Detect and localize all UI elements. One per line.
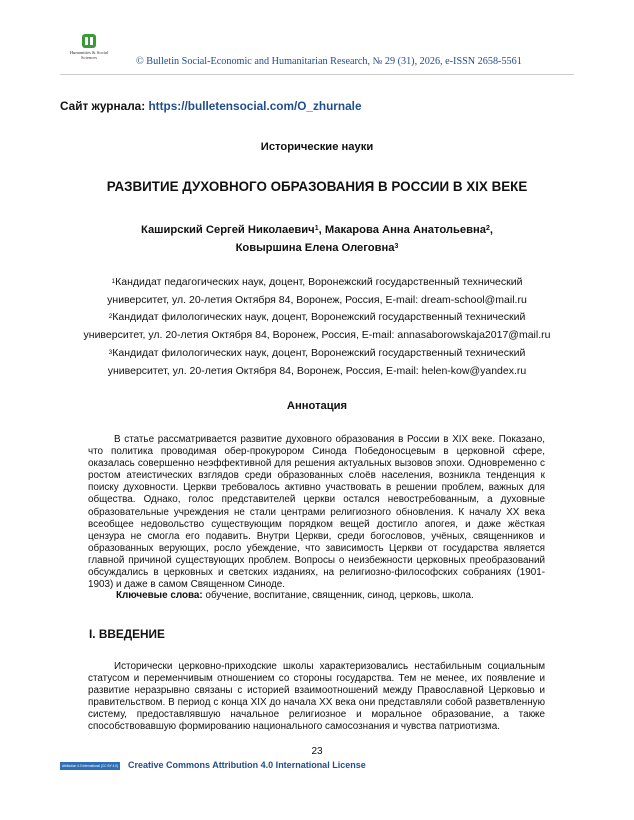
author-name: Макарова Анна Анатольевна [324, 224, 486, 236]
author-separator: , [489, 224, 493, 236]
annotation-heading: Аннотация [286, 400, 348, 412]
logo-icon [82, 34, 96, 48]
author-affiliation-mark: 1 [314, 225, 319, 232]
header-divider [60, 74, 574, 75]
affiliation-mark: 1 [111, 278, 116, 285]
page-number: 23 [311, 746, 323, 757]
keywords-value: обучение, воспитание, священник, синод, церковь, школа. [202, 590, 474, 601]
site-label: Сайт журнала: [60, 99, 149, 113]
author-name: Ковыршина Елена Олеговна [235, 242, 395, 254]
affiliation-line: Кандидат педагогических наук, доцент, Воронежский государственный технический [115, 276, 523, 288]
affiliation-mark: 3 [108, 348, 113, 356]
journal-logo [68, 34, 110, 60]
license-link[interactable]: Creative Commons Attribution 4.0 International License [128, 760, 366, 770]
cc-badge-text: Attribution 4.0 International (CC BY 4.0) [61, 764, 119, 768]
logo-text: Humanities & Social Sciences [69, 50, 109, 60]
introduction-paragraph: Исторически церковно-приходские школы характеризовались нестабильным социальным статусом и переменчивым отношением со стороны государства. Тем не менее, их появление и развитие неразрывно связаны с историей взаимоотношений между Православной Церковью и правительством. В период с конца XIX до начала XX века они представляли собой разветвленную систему, предоставлявшую начальное религиозное и моральное образование, а также способствовавшую формированию национального самосознания и чувства патриотизма. [88, 661, 545, 733]
journal-citation: © Bulletin Social-Economic and Humanitarian Research, № 29 (31), 2026, e-ISSN 2658-5561 [136, 56, 522, 67]
cc-license-badge[interactable] [60, 762, 120, 770]
article-title: РАЗВИТИЕ ДУХОВНОГО ОБРАЗОВАНИЯ В РОССИИ В XIX ВЕКЕ [106, 179, 528, 194]
author-affiliation-mark: 3 [394, 243, 399, 250]
affiliation-list [60, 274, 574, 380]
affiliation-line: университет, ул. 20-летия Октября 84, Воронеж, Россия, E-mail: helen-kow@yandex.ru [107, 364, 527, 377]
site-link[interactable]: https://bulletensocial.com/O_zhurnale [148, 99, 362, 113]
affiliation-line: Кандидат филологических наук, доцент, Воронежский государственный технический [112, 311, 526, 324]
section-heading: Исторические науки [260, 141, 374, 153]
journal-header [0, 30, 634, 74]
author-separator: , [318, 224, 325, 236]
affiliation-line: Кандидат филологических наук, доцент, Воронежский государственный технический [112, 346, 526, 359]
journal-site-line [60, 99, 362, 113]
keywords-line [116, 590, 474, 601]
introduction-heading: I. ВВЕДЕНИЕ [89, 627, 165, 641]
author-name: Каширский Сергей Николаевич [141, 224, 315, 236]
keywords-label: Ключевые слова: [116, 590, 203, 601]
affiliation-mark: 2 [108, 313, 113, 321]
affiliation-item [60, 309, 574, 327]
affiliation-line: университет, ул. 20-летия Октября 84, Воронеж, Россия, E-mail: dream-school@mail.ru [107, 293, 527, 306]
author-affiliation-mark: 2 [485, 225, 490, 232]
affiliation-item [60, 345, 574, 363]
abstract-paragraph: В статье рассматривается развитие духовного образования в России в XIX веке. Показано, что политика проводимая обер-прокурором Синода Победоносцевым в церковной сфере, оказалась совершенно неэффективной для решения актуальных вызовов эпохи. Одновременно с ростом атеистических взглядов среди образованных слоёв населения, возникла тенденция к поиску духовности. Церкви требовалось активно участвовать в решении проблем, важных для общества. Однако, голос представителей церкви остался невостребованным, а духовные образовательные учреждения не стали центрами религиозного обновления. К началу XX века всеобщее недовольство существующим порядком вещей достигло апогея, и даже жёсткая цензура не смогла его подавить. Внутри Церкви, среди богословов, учёных, священников и образованных верующих, росло убеждение, что зависимость Церкви от государства является главной причиной существующих проблем. Вопросы о неизбежности церковных преобразований обсуждались в церковных и светских изданиях, на религиозно-философских собраниях (1901-1903) и даже в самом Священном Синоде. [88, 434, 545, 591]
author-list [60, 221, 574, 257]
affiliation-line: университет, ул. 20-летия Октября 84, Воронеж, Россия, E-mail: annasaborowskaja2017@mail.ru [83, 329, 551, 342]
affiliation-item [60, 274, 574, 292]
